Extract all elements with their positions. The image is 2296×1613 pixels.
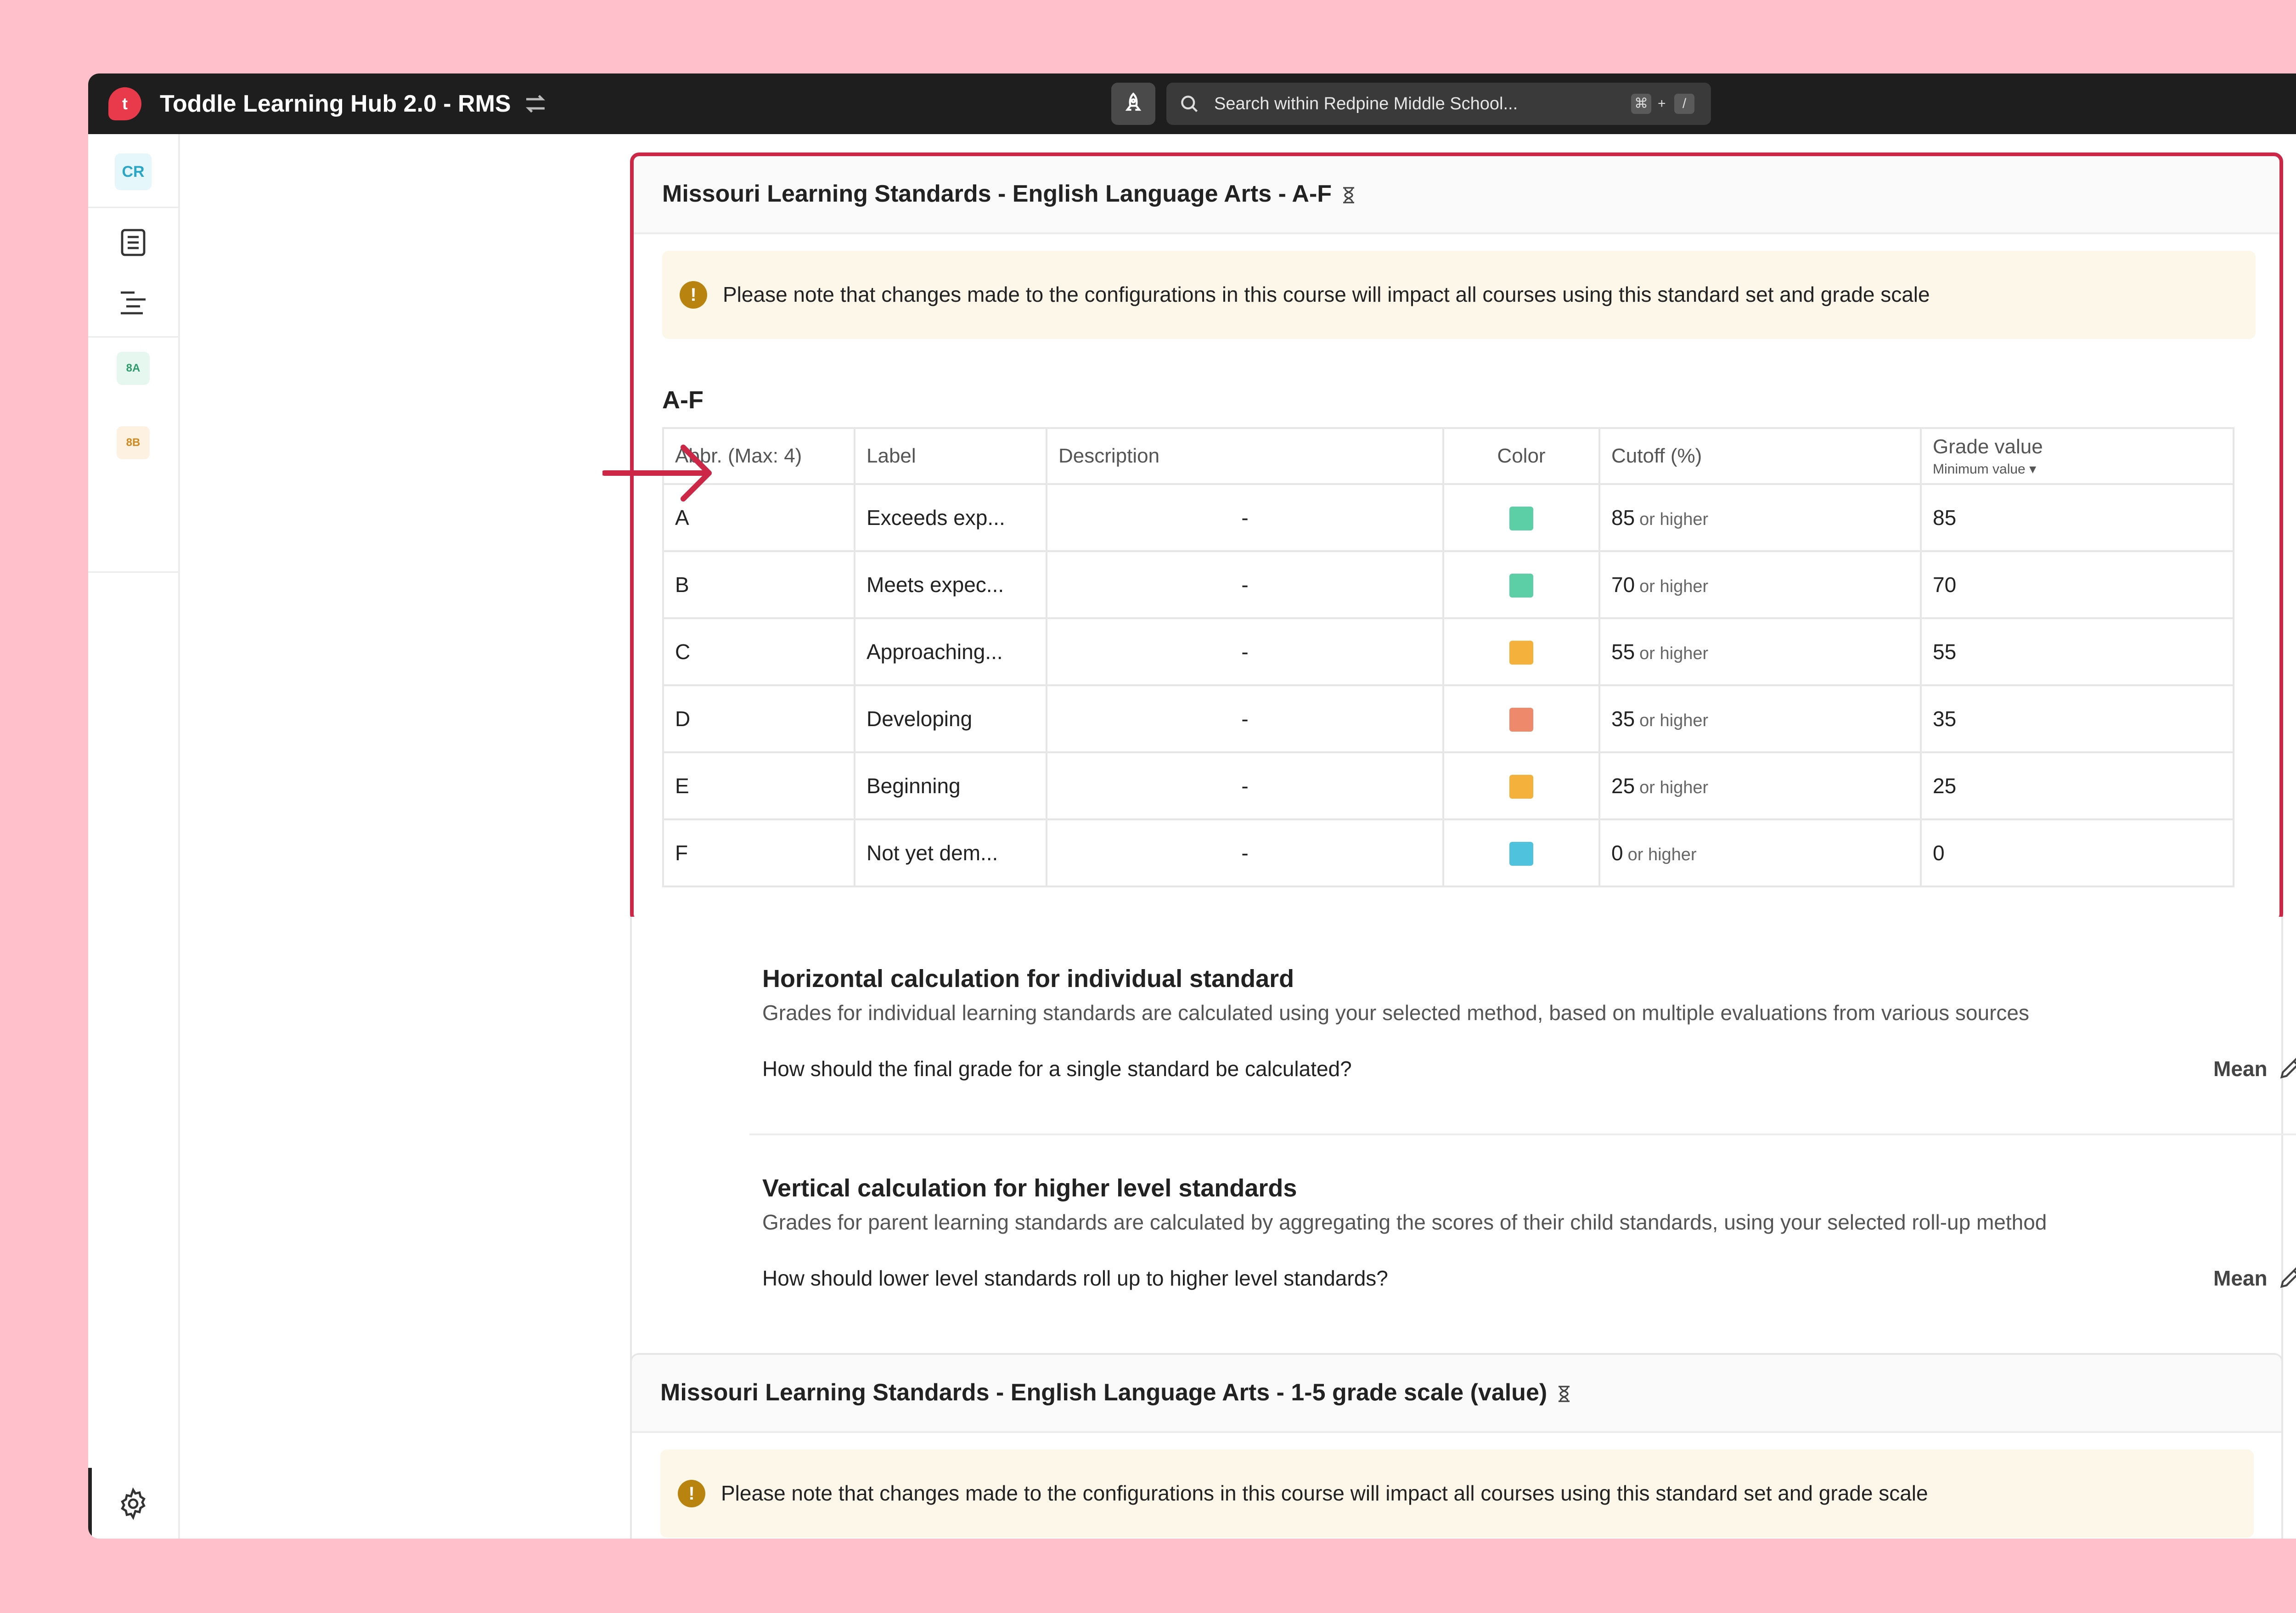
color-swatch[interactable] xyxy=(1509,775,1533,799)
grade-scale-table xyxy=(662,427,2234,887)
hourglass-icon xyxy=(1342,187,1355,203)
color-swatch[interactable] xyxy=(1509,574,1533,598)
rocket-button[interactable] xyxy=(1111,83,1155,125)
col-cutoff: Cutoff (%) xyxy=(1599,428,1921,484)
grade-value-header: Grade value xyxy=(1933,435,2043,458)
cutoff-cell[interactable] xyxy=(1599,752,1921,819)
col-color: Color xyxy=(1443,428,1599,484)
table-row xyxy=(663,551,2234,618)
standard-set-title: Missouri Learning Standards - English Language Arts - 1-5 grade scale (value) xyxy=(660,1379,1570,1406)
label-cell[interactable]: Beginning xyxy=(855,752,1047,819)
cutoff-suffix: or higher xyxy=(1627,845,1697,864)
standard-set-card-1-5 xyxy=(630,1353,2283,1539)
search-bar[interactable] xyxy=(1166,83,1711,125)
section-divider xyxy=(749,1134,2296,1135)
shortcut-key-cmd: ⌘ xyxy=(1631,94,1651,114)
cutoff-value: 70 xyxy=(1611,573,1635,597)
color-swatch[interactable] xyxy=(1509,842,1533,866)
label-cell[interactable]: Developing xyxy=(855,685,1047,752)
cutoff-cell[interactable] xyxy=(1599,618,1921,685)
shortcut-key-slash: / xyxy=(1674,94,1694,114)
table-row xyxy=(663,685,2234,752)
list-icon[interactable] xyxy=(117,226,150,259)
shortcut-plus: + xyxy=(1658,96,1666,111)
edit-pencil-icon[interactable] xyxy=(2277,1053,2296,1082)
description-cell[interactable]: - xyxy=(1047,685,1443,752)
grade-value-cell[interactable]: 0 xyxy=(1921,819,2234,886)
sidebar-divider xyxy=(88,207,178,208)
grade-value-cell[interactable]: 85 xyxy=(1921,484,2234,551)
abbr-cell[interactable]: B xyxy=(663,551,855,618)
annotation-arrow xyxy=(602,441,713,505)
warning-note-text: Please note that changes made to the configurations in this course will impact all courses using this standard set and grade scale xyxy=(723,282,1930,306)
hierarchy-list-icon[interactable] xyxy=(117,286,150,319)
grade-value-cell[interactable]: 70 xyxy=(1921,551,2234,618)
col-grade-value xyxy=(1921,428,2234,484)
table-row xyxy=(663,819,2234,886)
color-cell[interactable] xyxy=(1443,484,1599,551)
label-cell[interactable]: Not yet dem... xyxy=(855,819,1047,886)
switch-icon[interactable] xyxy=(522,90,549,118)
cutoff-suffix: or higher xyxy=(1639,510,1709,529)
settings-button[interactable] xyxy=(88,1468,178,1539)
cutoff-value: 25 xyxy=(1611,774,1635,798)
color-cell[interactable] xyxy=(1443,685,1599,752)
horizontal-calc-question: How should the final grade for a single standard be calculated? xyxy=(762,1057,1352,1081)
vertical-calc-question: How should lower level standards roll up to higher level standards? xyxy=(762,1266,1388,1290)
table-header-row xyxy=(663,428,2234,484)
description-cell[interactable]: - xyxy=(1047,618,1443,685)
warning-icon: ! xyxy=(678,1480,705,1507)
description-cell[interactable]: - xyxy=(1047,752,1443,819)
cutoff-suffix: or higher xyxy=(1639,577,1709,596)
rocket-icon xyxy=(1121,92,1145,116)
grade-value-cell[interactable]: 35 xyxy=(1921,685,2234,752)
gear-icon xyxy=(117,1487,150,1520)
color-swatch[interactable] xyxy=(1509,708,1533,732)
sidebar-divider xyxy=(88,336,178,338)
abbr-cell[interactable]: A xyxy=(663,484,855,551)
horizontal-method-value: Mean xyxy=(2213,1057,2268,1081)
abbr-cell[interactable]: D xyxy=(663,685,855,752)
horizontal-calc-title: Horizontal calculation for individual standard xyxy=(762,965,1294,993)
table-row xyxy=(663,752,2234,819)
cutoff-value: 0 xyxy=(1611,841,1623,865)
color-swatch[interactable] xyxy=(1509,641,1533,665)
app-window xyxy=(88,73,2296,1539)
color-cell[interactable] xyxy=(1443,551,1599,618)
label-cell[interactable]: Approaching... xyxy=(855,618,1047,685)
label-cell[interactable]: Meets expec... xyxy=(855,551,1047,618)
vertical-calc-description: Grades for parent learning standards are calculated by aggregating the scores of their child standards, using your selected roll-up method xyxy=(762,1210,2047,1234)
warning-note xyxy=(660,1449,2254,1538)
class-8a[interactable]: 8A xyxy=(117,352,150,385)
label-cell[interactable]: Exceeds exp... xyxy=(855,484,1047,551)
cutoff-cell[interactable] xyxy=(1599,551,1921,618)
color-cell[interactable] xyxy=(1443,819,1599,886)
standard-set-title: Missouri Learning Standards - English Language Arts - A-F xyxy=(662,180,1355,208)
grade-scale-name: A-F xyxy=(662,386,703,414)
description-cell[interactable]: - xyxy=(1047,551,1443,618)
cutoff-cell[interactable] xyxy=(1599,685,1921,752)
standard-set-card-af xyxy=(630,152,2283,923)
cutoff-value: 85 xyxy=(1611,506,1635,530)
cutoff-value: 35 xyxy=(1611,707,1635,731)
abbr-cell[interactable]: E xyxy=(663,752,855,819)
course-chip[interactable]: CR xyxy=(115,153,152,190)
abbr-cell[interactable]: C xyxy=(663,618,855,685)
toddle-logo[interactable]: t xyxy=(108,87,141,120)
warning-note-text: Please note that changes made to the configurations in this course will impact all courses using this standard set and grade scale xyxy=(721,1481,1928,1505)
col-abbr: Abbr. (Max: 4) xyxy=(663,428,855,484)
minimum-value-dropdown[interactable]: Minimum value ▾ xyxy=(1933,461,2222,477)
color-cell[interactable] xyxy=(1443,618,1599,685)
cutoff-suffix: or higher xyxy=(1639,711,1709,730)
sidebar-divider xyxy=(88,571,178,573)
warning-note xyxy=(662,251,2256,339)
color-swatch[interactable] xyxy=(1509,507,1533,530)
cutoff-suffix: or higher xyxy=(1639,644,1709,663)
vertical-method-value: Mean xyxy=(2213,1266,2268,1290)
grade-value-cell[interactable]: 55 xyxy=(1921,618,2234,685)
cutoff-cell[interactable] xyxy=(1599,819,1921,886)
card-header xyxy=(632,1355,2281,1433)
col-label: Label xyxy=(855,428,1047,484)
cutoff-suffix: or higher xyxy=(1639,778,1709,797)
col-description: Description xyxy=(1047,428,1443,484)
sidebar xyxy=(88,134,180,1539)
abbr-cell[interactable]: F xyxy=(663,819,855,886)
description-cell[interactable]: - xyxy=(1047,484,1443,551)
card-header xyxy=(634,156,2279,234)
cutoff-value: 55 xyxy=(1611,640,1635,664)
cutoff-cell[interactable] xyxy=(1599,484,1921,551)
edit-pencil-icon[interactable] xyxy=(2277,1262,2296,1292)
app-title[interactable]: Toddle Learning Hub 2.0 - RMS xyxy=(160,90,511,117)
table-row xyxy=(663,484,2234,551)
horizontal-calc-description: Grades for individual learning standards are calculated using your selected method, based on multiple evaluations from various sources xyxy=(762,1001,2029,1025)
search-icon xyxy=(1179,94,1199,114)
top-bar xyxy=(88,73,2296,134)
color-cell[interactable] xyxy=(1443,752,1599,819)
search-placeholder: Search within Redpine Middle School... xyxy=(1214,94,1518,113)
description-cell[interactable]: - xyxy=(1047,819,1443,886)
hourglass-icon xyxy=(1558,1386,1570,1402)
warning-icon: ! xyxy=(680,281,707,309)
table-row xyxy=(663,618,2234,685)
grade-value-cell[interactable]: 25 xyxy=(1921,752,2234,819)
active-indicator xyxy=(88,1468,92,1539)
vertical-calc-title: Vertical calculation for higher level standards xyxy=(762,1174,1297,1202)
class-8b[interactable]: 8B xyxy=(117,426,150,459)
